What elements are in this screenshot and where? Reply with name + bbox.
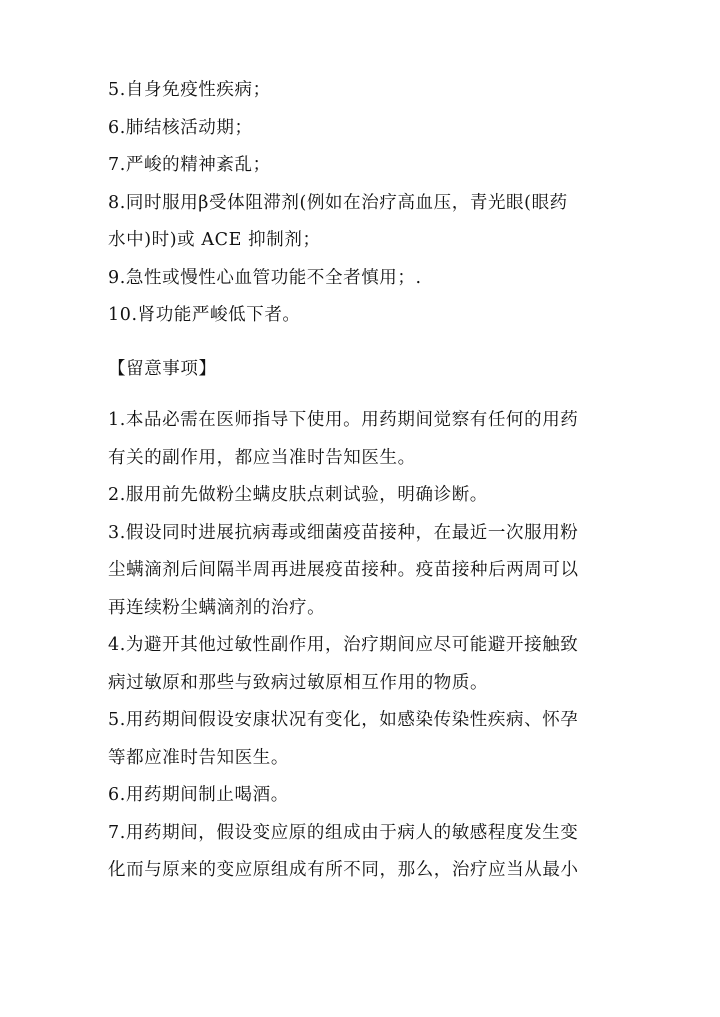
list-item: 7.严峻的精神紊乱；: [108, 155, 271, 175]
list-item-continuation: 等都应准时告知医生。: [108, 747, 289, 768]
list-item: 6.肺结核活动期；: [108, 117, 253, 138]
list-item-continuation: 尘螨滴剂后间隔半周再进展疫苗接种。疫苗接种后两周可以: [108, 560, 579, 580]
list-item: 3.假设同时进展抗病毒或细菌疫苗接种，在最近一次服用粉: [108, 522, 579, 543]
list-item: 7.用药期间，假设变应原的组成由于病人的敏感程度发生变: [108, 822, 579, 843]
list-item-continuation: 有关的副作用，都应当准时告知医生。: [108, 447, 416, 468]
list-item: 2.服用前先做粉尘螨皮肤点刺试验，明确诊断。: [108, 485, 488, 505]
list-item-continuation: 水中)时)或 ACE 抑制剂；: [108, 230, 321, 250]
list-item: 9.急性或慢性心血管功能不全者慎用；.: [108, 267, 422, 288]
document-page: [108, 72, 618, 890]
notes-list: [108, 402, 618, 890]
list-item-continuation: 再连续粉尘螨滴剂的治疗。: [108, 597, 326, 618]
list-item: 4.为避开其他过敏性副作用，治疗期间应尽可能避开接触致: [108, 635, 579, 655]
list-item: 10.肾功能严峻低下者。: [108, 305, 301, 325]
list-item: 5.用药期间假设安康状况有变化，如感染传染性疾病、怀孕: [108, 710, 579, 730]
list-item: 1.本品必需在医师指导下使用。用药期间觉察有任何的用药: [108, 410, 579, 430]
contraindications-list: [108, 72, 618, 335]
list-item: 6.用药期间制止喝酒。: [108, 785, 289, 805]
section-heading: 【留意事项】: [108, 358, 217, 379]
list-item: 5.自身免疫性疾病；: [108, 80, 271, 100]
list-item-continuation: 化而与原来的变应原组成有所不同，那么，治疗应当从最小: [108, 860, 579, 880]
list-item-continuation: 病过敏原和那些与致病过敏原相互作用的物质。: [108, 672, 489, 693]
list-item: 8.同时服用β受体阻滞剂(例如在治疗高血压，青光眼(眼药: [108, 192, 568, 213]
